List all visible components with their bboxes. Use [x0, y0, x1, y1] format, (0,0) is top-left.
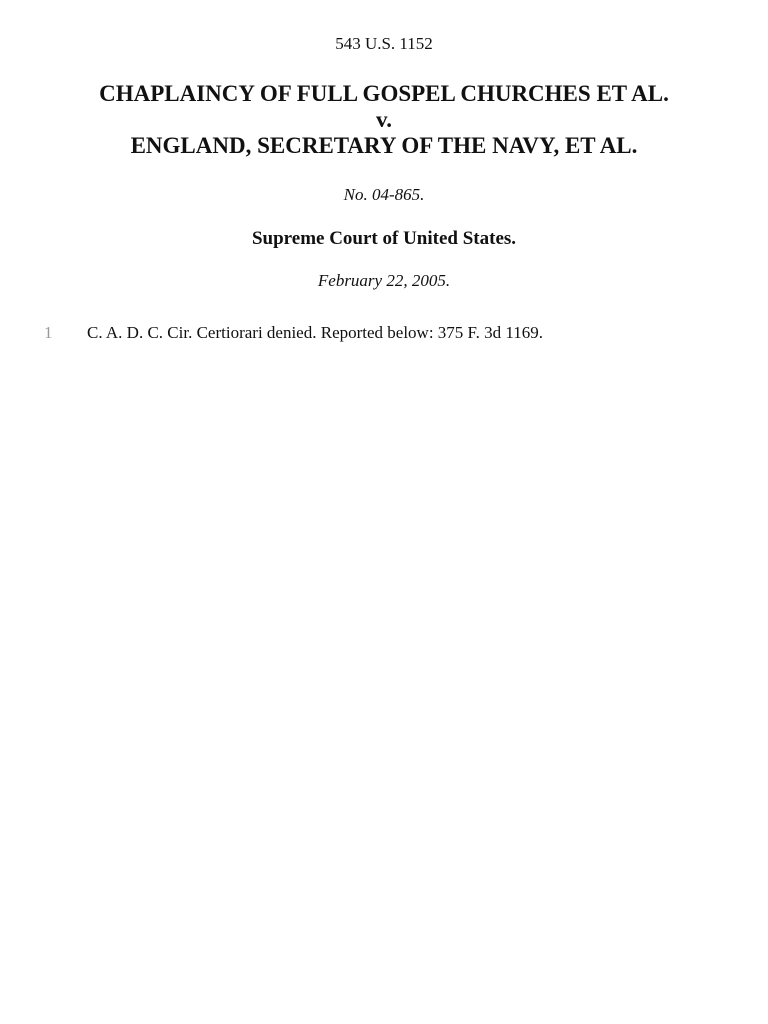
respondent-name: ENGLAND, SECRETARY OF THE NAVY, ET AL. — [130, 133, 638, 158]
paragraph-text: C. A. D. C. Cir. Certiorari denied. Reported below: 375 F. 3d 1169. — [87, 323, 544, 342]
docket-number: No. 04-865. — [343, 185, 425, 204]
petitioner-name: CHAPLAINCY OF FULL GOSPEL CHURCHES ET AL. — [99, 81, 669, 106]
case-citation: 543 U.S. 1152 — [335, 34, 433, 53]
court-name: Supreme Court of United States. — [251, 228, 517, 249]
versus-label: v. — [376, 107, 392, 132]
decision-date: February 22, 2005. — [317, 271, 451, 290]
case-title — [0, 81, 768, 159]
paragraph-number: 1 — [44, 323, 53, 342]
